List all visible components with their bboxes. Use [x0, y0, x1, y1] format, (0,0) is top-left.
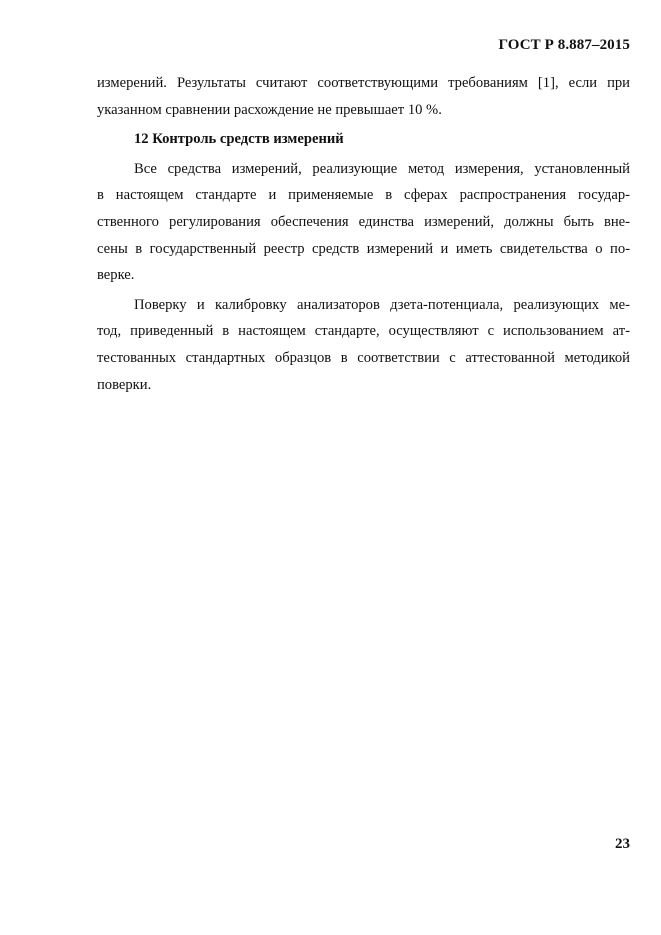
- text-line: измерений. Результаты считают соответствующими требованиям [1], если при: [97, 75, 630, 91]
- page-number: 23: [615, 836, 630, 852]
- paragraph-verification: [97, 156, 630, 289]
- text-line: в настоящем стандарте и применяемые в сферах распространения государ-: [97, 187, 630, 204]
- text-line: Поверку и калибровку анализаторов дзета-потенциала, реализующих ме-: [134, 296, 630, 313]
- text-line: Все средства измерений, реализующие метод измерения, установленный: [134, 160, 630, 177]
- text-line: верке.: [97, 267, 135, 284]
- text-line: ственного регулирования обеспечения единства измерений, должны быть вне-: [97, 213, 630, 230]
- text-line: поверки.: [97, 376, 152, 393]
- section-heading: 12 Контроль средств измерений: [134, 131, 344, 148]
- body-text: [97, 70, 630, 398]
- text-line: тестованных стандартных образцов в соответствии с аттестованной методикой: [97, 349, 630, 366]
- text-line: указанном сравнении расхождение не превышает 10 %.: [97, 101, 442, 118]
- continuation-paragraph: [97, 70, 630, 123]
- paragraph-calibration: [97, 292, 630, 398]
- text-line: сены в государственный реестр средств измерений и иметь свидетельства о по-: [97, 240, 630, 257]
- text-line: тод, приведенный в настоящем стандарте, осуществляют с использованием ат-: [97, 323, 630, 340]
- document-code: ГОСТ Р 8.887–2015: [498, 37, 630, 53]
